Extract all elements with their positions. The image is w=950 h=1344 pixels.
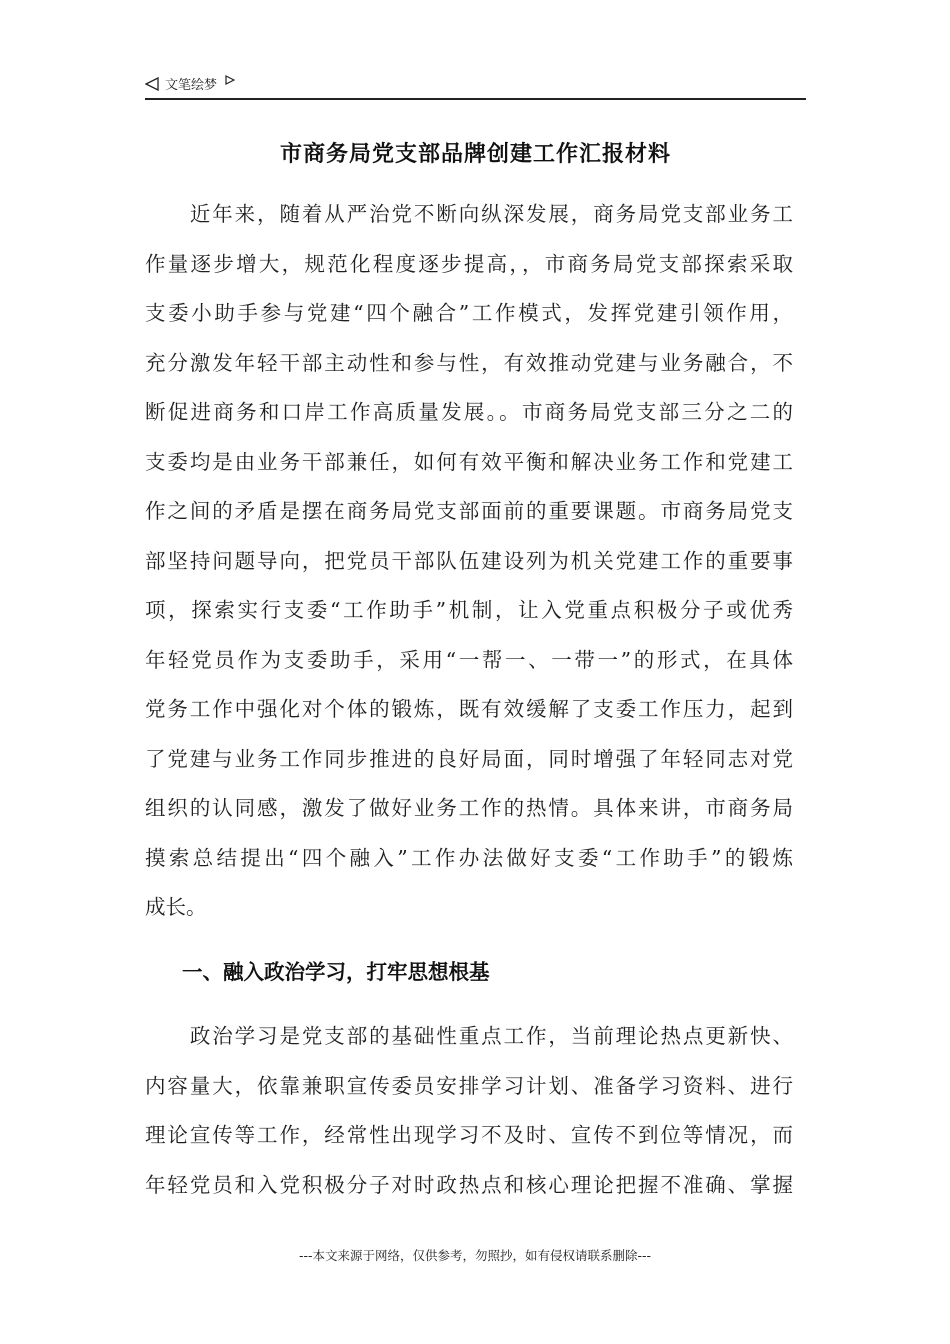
paragraph-political-study	[145, 1012, 793, 1210]
text-line: 年轻党员作为支委助手，采用“一帮一、一带一”的形式，在具体	[145, 647, 793, 672]
text-line: 年轻党员和入党积极分子对时政热点和核心理论把握不准确、掌握	[145, 1172, 793, 1197]
header-brand: 文笔绘梦	[165, 78, 218, 93]
header-brand-group	[145, 74, 235, 93]
text-line: 成长。	[145, 895, 207, 919]
text-line: 作量逐步增大，规范化程度逐步提高，，市商务局党支部探索采取	[145, 251, 793, 276]
section-heading-1: 一、融入政治学习，打牢思想根基	[182, 960, 490, 984]
text-line: 内容量大，依靠兼职宣传委员安排学习计划、准备学习资料、进行	[145, 1073, 793, 1098]
text-line: 支委小助手参与党建“四个融合”工作模式，发挥党建引领作用，	[145, 301, 793, 325]
text-line: 支委均是由业务干部兼任，如何有效平衡和解决业务工作和党建工	[145, 449, 793, 474]
text-line: 摸索总结提出“四个融入”工作办法做好支委“工作助手”的锻炼	[145, 845, 793, 870]
text-line: 党务工作中强化对个体的锻炼，既有效缓解了支委工作压力，起到	[145, 697, 793, 721]
text-line: 了党建与业务工作同步推进的良好局面，同时增强了年轻同志对党	[145, 746, 793, 771]
text-line: 近年来，随着从严治党不断向纵深发展，商务局党支部业务工	[145, 202, 793, 226]
paragraph-intro	[145, 190, 793, 933]
text-line: 充分激发年轻干部主动性和参与性，有效推动党建与业务融合，不	[145, 350, 793, 375]
text-line: 部坚持问题导向，把党员干部队伍建设列为机关党建工作的重要事	[145, 548, 793, 573]
text-line: 政治学习是党支部的基础性重点工作，当前理论热点更新快、	[145, 1024, 793, 1048]
text-line: 组织的认同感，激发了做好业务工作的热情。具体来讲，市商务局	[145, 796, 793, 820]
text-line: 项，探索实行支委“工作助手”机制，让入党重点积极分子或优秀	[145, 598, 793, 622]
footer-disclaimer: ---本文来源于网络，仅供参考，勿照抄，如有侵权请联系删除---	[298, 1248, 652, 1263]
page-header	[145, 72, 806, 100]
text-line: 作之间的矛盾是摆在商务局党支部面前的重要课题。市商务局党支	[145, 499, 793, 523]
text-line: 断促进商务和口岸工作高质量发展。。市商务局党支部三分之二的	[145, 400, 793, 424]
triangle-right-icon	[225, 75, 235, 85]
document-title: 市商务局党支部品牌创建工作汇报材料	[279, 141, 671, 167]
triangle-left-icon	[145, 77, 159, 91]
text-line: 理论宣传等工作，经常性出现学习不及时、宣传不到位等情况，而	[145, 1123, 793, 1147]
